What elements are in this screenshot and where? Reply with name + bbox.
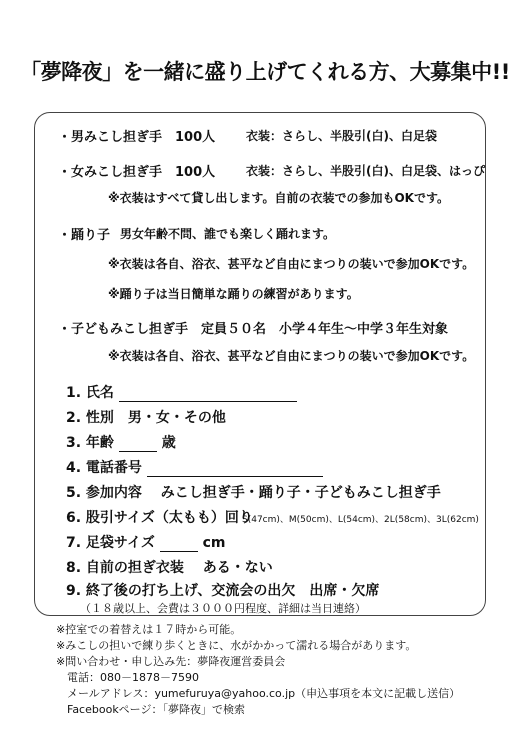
- kids-note: ※衣装は各自、浴衣、甚平など自由にまつりの装いで参加OKです。: [108, 349, 475, 363]
- footer-phone: 電話：080－1878－7590: [56, 671, 199, 684]
- footer-contact-org: ※問い合わせ・申し込み先：夢降夜運営委員会: [56, 655, 286, 668]
- men-role-title: ・男みこし担ぎ手 100人: [58, 130, 216, 145]
- headline: 「夢降夜」を一緒に盛り上げてくれる方、大募集中!!: [20, 60, 510, 84]
- age-field-line[interactable]: [119, 437, 157, 452]
- party-note: （１８歳以上、会費は３０００円程度、詳細は当日連絡）: [80, 602, 366, 615]
- dancer-note-1: ※衣装は各自、浴衣、甚平など自由にまつりの装いで参加OKです。: [108, 257, 475, 271]
- women-costume: 衣装：さらし、半股引(白)、白足袋、はっぴ: [246, 164, 485, 178]
- form-content: 5. 参加内容 みこし担ぎ手・踊り子・子どもみこし担ぎ手: [66, 485, 441, 501]
- dancer-role-title: ・踊り子: [58, 228, 111, 243]
- form-own-costume: 8. 自前の担ぎ衣装 ある・ない: [66, 560, 273, 576]
- form-age: 3. 年齢 歳: [66, 435, 176, 451]
- form-tabi: 7. 足袋サイズ cm: [66, 535, 226, 551]
- men-costume: 衣装：さらし、半股引(白)、白足袋: [246, 129, 437, 143]
- dancer-note-2: ※踊り子は当日簡単な踊りの練習があります。: [108, 287, 359, 301]
- form-party: 9. 終了後の打ち上げ、交流会の出欠 出席・欠席: [66, 583, 380, 599]
- form-pants: 6. 股引サイズ（太もも）回り: [66, 510, 253, 526]
- rental-note: ※衣装はすべて貸し出します。自前の衣装での参加もOKです。: [108, 191, 450, 205]
- form-name: 1. 氏名: [66, 382, 297, 402]
- phone-field-line[interactable]: [147, 462, 323, 477]
- form-gender: 2. 性別 男・女・その他: [66, 410, 226, 426]
- women-role-title: ・女みこし担ぎ手 100人: [58, 165, 216, 180]
- name-field-line[interactable]: [119, 387, 297, 402]
- dancer-desc: 男女年齢不問、誰でも楽しく踊れます。: [120, 227, 336, 241]
- tabi-field-line[interactable]: [160, 537, 198, 552]
- pants-size-list: S(47cm)、M(50cm)、L(54cm)、2L(58cm)、3L(62cm): [242, 515, 479, 525]
- kids-role-title: ・子どもみこし担ぎ手 定員５０名 小学４年生～中学３年生対象: [58, 322, 449, 337]
- footer-water-note: ※みこしの担いで練り歩くときに、水がかかって濡れる場合があります。: [56, 639, 417, 652]
- footer-changing-note: ※控室での着替えは１７時から可能。: [56, 623, 242, 636]
- form-phone: 4. 電話番号: [66, 457, 323, 477]
- footer-facebook: Facebookページ：「夢降夜」で検索: [56, 703, 245, 716]
- footer-email: メールアドレス：yumefuruya@yahoo.co.jp（申込事項を本文に記載し送信）: [56, 687, 461, 700]
